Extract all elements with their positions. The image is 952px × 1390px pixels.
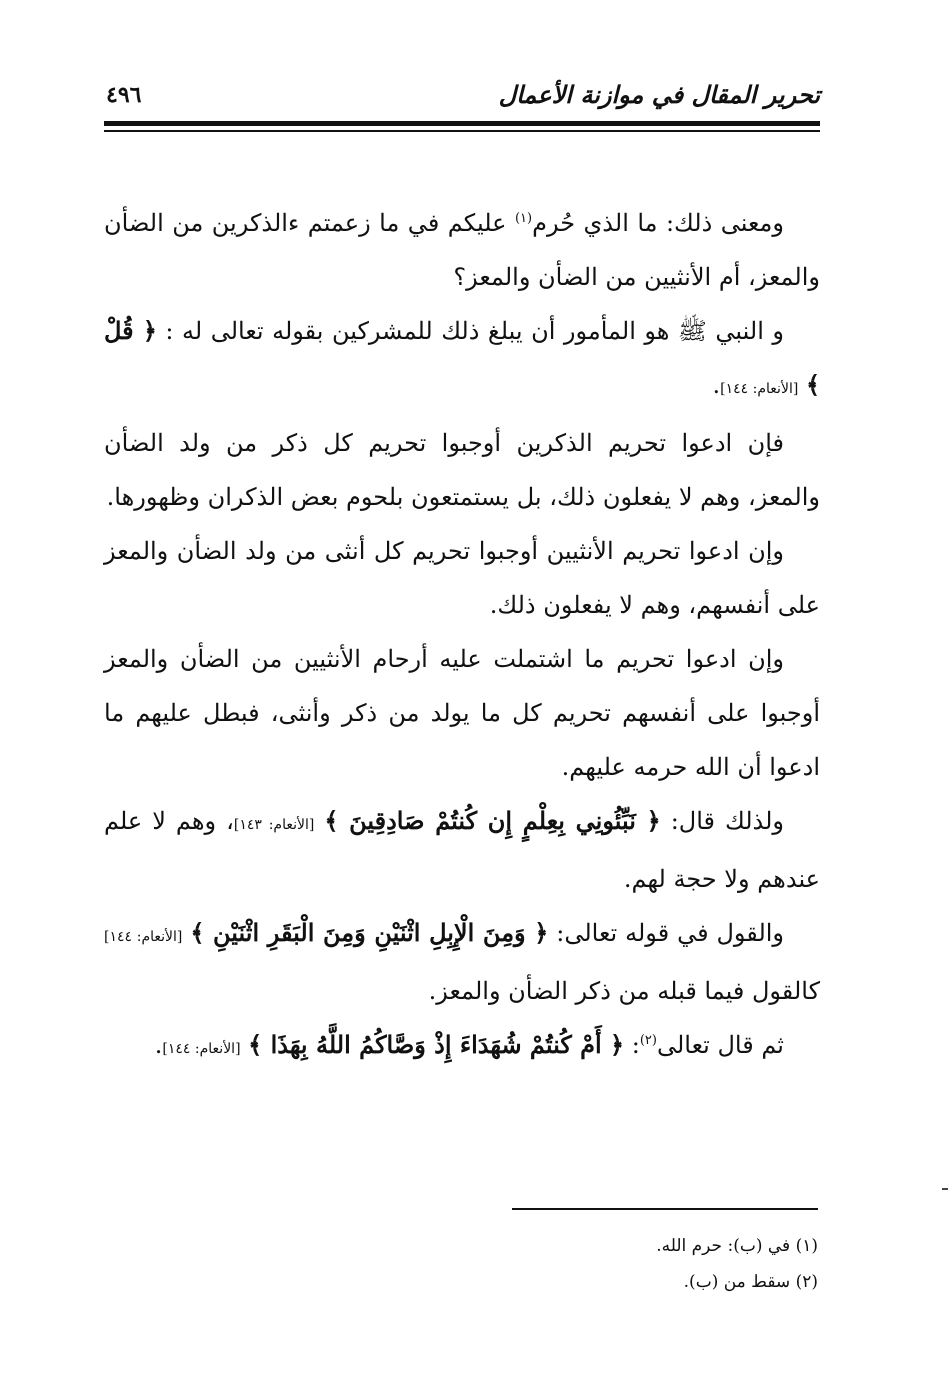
text-run bbox=[314, 807, 324, 835]
quran-quote: ﴿ قُلْ ﴾ bbox=[104, 316, 820, 399]
text-run: : bbox=[624, 1031, 640, 1059]
footnote-marker: (٢) bbox=[639, 1033, 657, 1048]
footnotes bbox=[512, 1228, 818, 1300]
running-header bbox=[104, 74, 820, 118]
header-rule-thick bbox=[104, 121, 820, 126]
text-run: وإن ادعوا تحريم الأنثيين أوجبوا تحريم كل أنثى من ولد الضأن والمعز على أنفسهم، وهم لا يفعلون ذلك. bbox=[104, 537, 820, 619]
text-run: ثم قال تعالى bbox=[656, 1031, 784, 1059]
text-run: فإن ادعوا تحريم الذكرين أوجبوا تحريم كل ذكر من ولد الضأن والمعز، وهم لا يفعلون ذلك، بل يستمتعون بلحوم بعض الذكران وظهورها. bbox=[104, 429, 820, 511]
text-run: ولذلك قال: bbox=[660, 807, 785, 835]
paragraph-p3 bbox=[104, 416, 820, 524]
footnote-text: في (ب): حرم الله. bbox=[656, 1236, 791, 1256]
footnote-marker: (١) bbox=[514, 211, 533, 226]
page-number: ٤٩٦ bbox=[106, 82, 142, 108]
text-run: ، وهم لا علم عندهم ولا حجة لهم. bbox=[104, 807, 820, 893]
body-text bbox=[104, 196, 820, 1076]
footnote-item bbox=[512, 1264, 818, 1300]
footnote-text: سقط من (ب). bbox=[683, 1272, 791, 1292]
text-run: كالقول فيما قبله من ذكر الضأن والمعز. bbox=[428, 977, 820, 1005]
text-run: والقول في قوله تعالى: bbox=[548, 919, 785, 947]
text-run: . bbox=[712, 371, 721, 399]
quran-quote: ﴿ أَمْ كُنتُمْ شُهَدَاءَ إِذْ وَصَّاكُمُ اللَّهُ بِهَذَا ﴾ bbox=[248, 1030, 625, 1059]
paragraph-p5 bbox=[104, 632, 820, 794]
verse-reference: [الأنعام: ١٤٤] bbox=[720, 381, 799, 397]
text-run: ومعنى ذلك: ما الذي حُرم bbox=[532, 209, 784, 237]
paragraph-p2 bbox=[104, 304, 820, 416]
footnote-separator bbox=[512, 1208, 818, 1210]
margin-mark bbox=[942, 1188, 948, 1190]
text-run bbox=[798, 371, 806, 399]
paragraph-p8 bbox=[104, 1018, 820, 1076]
footnote-number: (١) bbox=[795, 1236, 818, 1256]
footnote-item bbox=[512, 1228, 818, 1264]
footnote-number: (٢) bbox=[795, 1272, 818, 1292]
text-run: وإن ادعوا تحريم ما اشتملت عليه أرحام الأنثيين من الضأن والمعز أوجبوا على أنفسهم تحريم كل ما يولد من ذكر وأنثى، فبطل عليهم ما ادعوا أن الله حرمه عليهم. bbox=[104, 645, 820, 781]
book-title: تحرير المقال في موازنة الأعمال bbox=[498, 80, 820, 109]
paragraph-p7 bbox=[104, 906, 820, 1018]
text-run: عليكم في ما زعمتم ءالذكرين من الضأن والمعز، أم الأنثيين من الضأن والمعز؟ bbox=[104, 209, 820, 291]
quran-quote: ﴿ نَبِّئُونِي بِعِلْمٍ إِن كُنتُمْ صَادِقِينَ ﴾ bbox=[324, 806, 661, 835]
text-run: . bbox=[154, 1031, 163, 1059]
verse-reference: [الأنعام: ١٤٣] bbox=[233, 817, 315, 833]
verse-reference: [الأنعام: ١٤٤] bbox=[104, 929, 183, 945]
verse-reference: [الأنعام: ١٤٤] bbox=[162, 1041, 241, 1057]
header-rule-thin bbox=[104, 130, 820, 132]
quran-quote: ﴿ وَمِنَ الْإِبِلِ اثْنَيْنِ وَمِنَ الْبَقَرِ اثْنَيْنِ ﴾ bbox=[190, 918, 549, 947]
text-run: و النبي ﷺ هو المأمور أن يبلغ ذلك للمشركين بقوله تعالى له : bbox=[156, 317, 784, 345]
paragraph-p1 bbox=[104, 196, 820, 304]
paragraph-p4 bbox=[104, 524, 820, 632]
paragraph-p6 bbox=[104, 794, 820, 906]
